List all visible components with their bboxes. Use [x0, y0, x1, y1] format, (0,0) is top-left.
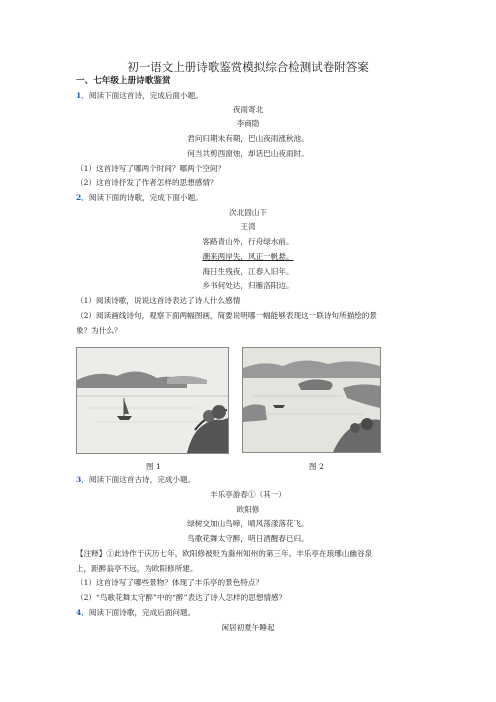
poem-line: 绿树交加山鸟啼，晴风荡漾落花飞。	[187, 519, 309, 528]
question-prompt: 阅读下面的诗歌，完成下面小题。	[88, 193, 203, 202]
poem-author: 王湾	[240, 222, 256, 231]
poem-author: 李商隐	[236, 119, 260, 128]
sub-question: （1）这首诗写了哪些景物？体现了丰乐亭的景色特点？	[76, 578, 264, 587]
poem-title: 丰乐亭游春①（其一）	[210, 490, 286, 499]
sub-question: （2）“鸟歌花舞太守醉”中的“醉”表达了诗人怎样的思想情感？	[76, 593, 287, 602]
poem-author: 欧阳修	[236, 505, 260, 514]
figure-1-caption: 图 1	[146, 462, 161, 471]
poem-line: 海日生残夜，江春入旧年。	[202, 267, 294, 276]
sub-question: （1）阅读诗歌，说说这首诗表达了诗人什么感情	[76, 296, 241, 305]
figure-2-image	[242, 347, 381, 453]
question-prompt: 阅读下面诗歌，完成后面问题。	[88, 608, 196, 617]
question-number: 1．	[76, 91, 89, 100]
question-number: 4．	[76, 608, 89, 617]
question-2	[76, 193, 203, 203]
poem-line: 乡书何处达，归雁洛阳边。	[202, 281, 294, 290]
question-3	[76, 475, 195, 485]
question-1	[76, 91, 203, 101]
sub-question: （1）这首诗写了哪两个时间？哪两个空间？	[76, 164, 226, 173]
poem-line: 君问归期未有期，巴山夜雨涨秋池。	[187, 134, 309, 143]
poem-title: 闲居初夏午睡起	[221, 623, 275, 632]
poem-line-underlined: 潮来两岸失，风正一帆悬。	[202, 252, 294, 261]
poem-line: 鸟歌花舞太守醉，明日酒醒春已归。	[187, 534, 309, 543]
section-heading: 一、七年级上册诗歌鉴赏	[76, 76, 171, 86]
sub-question: （2）这首诗抒发了作者怎样的思想感情？	[76, 178, 218, 187]
sub-question: （2）阅读画线诗句，观察下面两幅图画，简要说明哪一幅能够表现这一联诗句所描绘的景	[76, 311, 377, 320]
poem-title: 夜雨寄北	[232, 105, 264, 114]
poem-line: 何当共剪西窗烛，却话巴山夜雨时。	[187, 149, 309, 158]
question-number: 2．	[76, 193, 89, 202]
question-number: 3．	[76, 475, 89, 484]
annotation-note-cont: 上，距醉翁亭不远，为欧阳修所建。	[76, 564, 198, 573]
figure-1-image	[76, 347, 229, 454]
question-prompt: 阅读下面这首诗，完成后面小题。	[88, 91, 203, 100]
annotation-note: 【注释】①此诗作于庆历七年，欧阳修被贬为滁州知州的第三年。丰乐亭在琅琊山幽谷泉	[76, 549, 373, 558]
question-prompt: 阅读下面这首古诗，完成小题。	[88, 475, 196, 484]
sub-question-cont: 象？为什么？	[76, 326, 122, 335]
poem-title: 次北固山下	[229, 208, 267, 217]
poem-line: 客路青山外，行舟绿水前。	[202, 237, 294, 246]
figure-2-caption: 图 2	[309, 462, 324, 471]
question-4	[76, 608, 195, 618]
page-title: 初一语文上册诗歌鉴赏模拟综合检测试卷附答案	[127, 60, 369, 74]
